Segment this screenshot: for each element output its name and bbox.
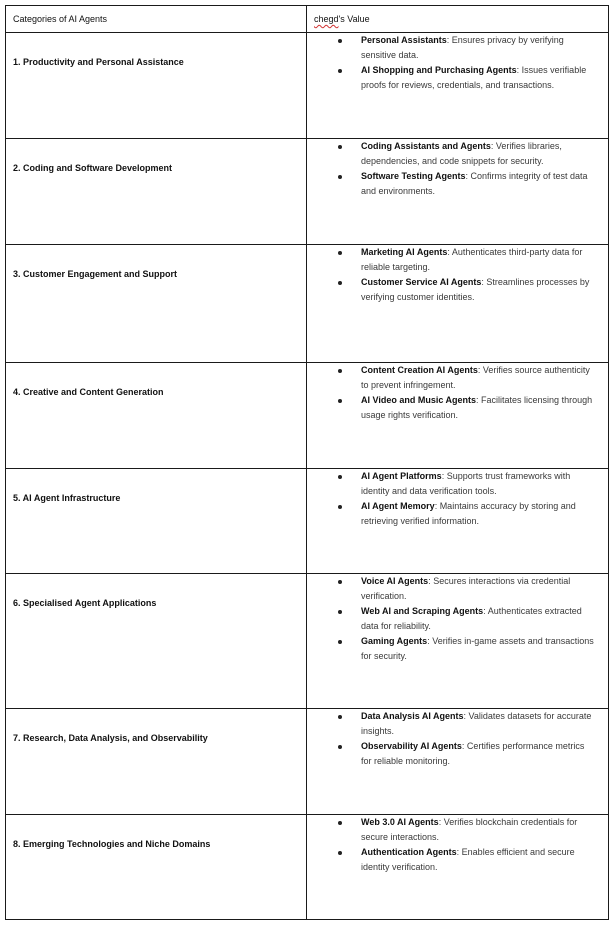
agent-list bbox=[307, 574, 608, 664]
agent-type-label: Gaming Agents bbox=[361, 636, 428, 646]
list-item bbox=[307, 499, 608, 529]
agent-type-description: : Verifies source authenticity to prevent infringement. bbox=[361, 365, 590, 390]
table-row bbox=[6, 33, 609, 139]
agent-type-description: : Secures interactions via credential verification. bbox=[361, 576, 571, 601]
list-item bbox=[307, 574, 608, 604]
agent-list bbox=[307, 363, 608, 423]
agent-list bbox=[307, 469, 608, 529]
value-cell bbox=[307, 33, 609, 139]
table-row bbox=[6, 709, 609, 815]
category-label: 5. AI Agent Infrastructure bbox=[13, 493, 121, 503]
list-item bbox=[307, 245, 608, 275]
spellcheck-word[interactable]: chegd bbox=[314, 14, 339, 24]
bullet-dot-icon bbox=[338, 399, 342, 403]
table-row bbox=[6, 245, 609, 363]
list-item bbox=[307, 845, 608, 875]
agent-type-label: Customer Service AI Agents bbox=[361, 277, 482, 287]
agent-type-description: : Ensures privacy by verifying sensitive data. bbox=[361, 35, 564, 60]
table-row bbox=[6, 469, 609, 574]
bullet-dot-icon bbox=[338, 145, 342, 149]
agent-type-description: : Verifies in-game assets and transactions for security. bbox=[361, 636, 594, 661]
list-item bbox=[307, 469, 608, 499]
agents-table bbox=[5, 5, 609, 920]
agent-type-label: Coding Assistants and Agents bbox=[361, 141, 491, 151]
list-item bbox=[307, 709, 608, 739]
table-row bbox=[6, 139, 609, 245]
agent-type-label: AI Agent Platforms bbox=[361, 471, 442, 481]
agent-list bbox=[307, 815, 608, 875]
agent-type-label: Observability AI Agents bbox=[361, 741, 462, 751]
category-cell bbox=[6, 709, 307, 815]
value-cell bbox=[307, 139, 609, 245]
bullet-dot-icon bbox=[338, 610, 342, 614]
category-cell bbox=[6, 33, 307, 139]
category-label: 1. Productivity and Personal Assistance bbox=[13, 57, 184, 67]
agent-list bbox=[307, 139, 608, 199]
agent-type-label: Marketing AI Agents bbox=[361, 247, 448, 257]
agent-type-label: AI Video and Music Agents bbox=[361, 395, 477, 405]
category-label: 7. Research, Data Analysis, and Observability bbox=[13, 733, 208, 743]
value-cell bbox=[307, 245, 609, 363]
category-cell bbox=[6, 245, 307, 363]
agent-type-label: Personal Assistants bbox=[361, 35, 447, 45]
category-label: 8. Emerging Technologies and Niche Domains bbox=[13, 839, 211, 849]
agent-type-label: Content Creation AI Agents bbox=[361, 365, 478, 375]
value-cell bbox=[307, 815, 609, 920]
agent-type-description: : Verifies libraries, dependencies, and code snippets for security. bbox=[361, 141, 562, 166]
header-value-rest: 's Value bbox=[338, 14, 370, 24]
category-cell bbox=[6, 363, 307, 469]
value-cell bbox=[307, 709, 609, 815]
category-label: 4. Creative and Content Generation bbox=[13, 387, 164, 397]
list-item bbox=[307, 739, 608, 769]
list-item bbox=[307, 393, 608, 423]
agent-type-label: Voice AI Agents bbox=[361, 576, 429, 586]
agent-type-label: Authentication Agents bbox=[361, 847, 457, 857]
agent-type-description: : Certifies performance metrics for reliable monitoring. bbox=[361, 741, 585, 766]
category-label: 2. Coding and Software Development bbox=[13, 163, 173, 173]
header-categories: Categories of AI Agents bbox=[13, 14, 108, 24]
bullet-dot-icon bbox=[338, 39, 342, 43]
agent-type-description: : Authenticates extracted data for reliability. bbox=[361, 606, 582, 631]
header-value bbox=[307, 6, 608, 24]
header-row bbox=[6, 6, 609, 33]
agent-type-label: AI Shopping and Purchasing Agents bbox=[361, 65, 517, 75]
agent-list bbox=[307, 709, 608, 769]
agent-type-description: : Issues verifiable proofs for reviews, credentials, and transactions. bbox=[361, 65, 587, 90]
bullet-dot-icon bbox=[338, 580, 342, 584]
list-item bbox=[307, 634, 608, 664]
list-item bbox=[307, 275, 608, 305]
bullet-dot-icon bbox=[338, 69, 342, 73]
agent-type-label: Web AI and Scraping Agents bbox=[361, 606, 484, 616]
table-row bbox=[6, 574, 609, 709]
bullet-dot-icon bbox=[338, 251, 342, 255]
agent-type-description: : Supports trust frameworks with identity and data verification tools. bbox=[361, 471, 571, 496]
list-item bbox=[307, 815, 608, 845]
value-cell bbox=[307, 469, 609, 574]
agent-list bbox=[307, 245, 608, 305]
agent-type-description: : Confirms integrity of test data and environments. bbox=[361, 171, 588, 196]
agent-type-label: Data Analysis AI Agents bbox=[361, 711, 464, 721]
agent-type-label: Software Testing Agents bbox=[361, 171, 466, 181]
bullet-dot-icon bbox=[338, 821, 342, 825]
list-item bbox=[307, 139, 608, 169]
agent-list bbox=[307, 33, 608, 93]
value-cell bbox=[307, 574, 609, 709]
bullet-dot-icon bbox=[338, 640, 342, 644]
list-item bbox=[307, 169, 608, 199]
bullet-dot-icon bbox=[338, 715, 342, 719]
table-row bbox=[6, 815, 609, 920]
agent-type-description: : Verifies blockchain credentials for secure interactions. bbox=[361, 817, 578, 842]
category-cell bbox=[6, 139, 307, 245]
category-cell bbox=[6, 574, 307, 709]
list-item bbox=[307, 63, 608, 93]
bullet-dot-icon bbox=[338, 745, 342, 749]
bullet-dot-icon bbox=[338, 369, 342, 373]
table-row bbox=[6, 363, 609, 469]
agent-type-description: : Maintains accuracy by storing and retrieving verified information. bbox=[361, 501, 576, 526]
agent-type-description: : Facilitates licensing through usage rights verification. bbox=[361, 395, 593, 420]
list-item bbox=[307, 33, 608, 63]
bullet-dot-icon bbox=[338, 281, 342, 285]
header-cell-categories bbox=[6, 6, 307, 33]
bullet-dot-icon bbox=[338, 475, 342, 479]
bullet-dot-icon bbox=[338, 851, 342, 855]
category-cell bbox=[6, 469, 307, 574]
category-cell bbox=[6, 815, 307, 920]
agent-type-label: AI Agent Memory bbox=[361, 501, 435, 511]
list-item bbox=[307, 363, 608, 393]
category-label: 3. Customer Engagement and Support bbox=[13, 269, 178, 279]
agent-type-description: : Validates datasets for accurate insights. bbox=[361, 711, 592, 736]
list-item bbox=[307, 604, 608, 634]
category-label: 6. Specialised Agent Applications bbox=[13, 598, 157, 608]
agent-type-label: Web 3.0 AI Agents bbox=[361, 817, 439, 827]
bullet-dot-icon bbox=[338, 505, 342, 509]
agent-type-description: : Streamlines processes by verifying customer identities. bbox=[361, 277, 590, 302]
bullet-dot-icon bbox=[338, 175, 342, 179]
value-cell bbox=[307, 363, 609, 469]
agent-type-description: : Authenticates third-party data for reliable targeting. bbox=[361, 247, 583, 272]
header-cell-value bbox=[307, 6, 609, 33]
agent-type-description: : Enables efficient and secure identity verification. bbox=[361, 847, 575, 872]
